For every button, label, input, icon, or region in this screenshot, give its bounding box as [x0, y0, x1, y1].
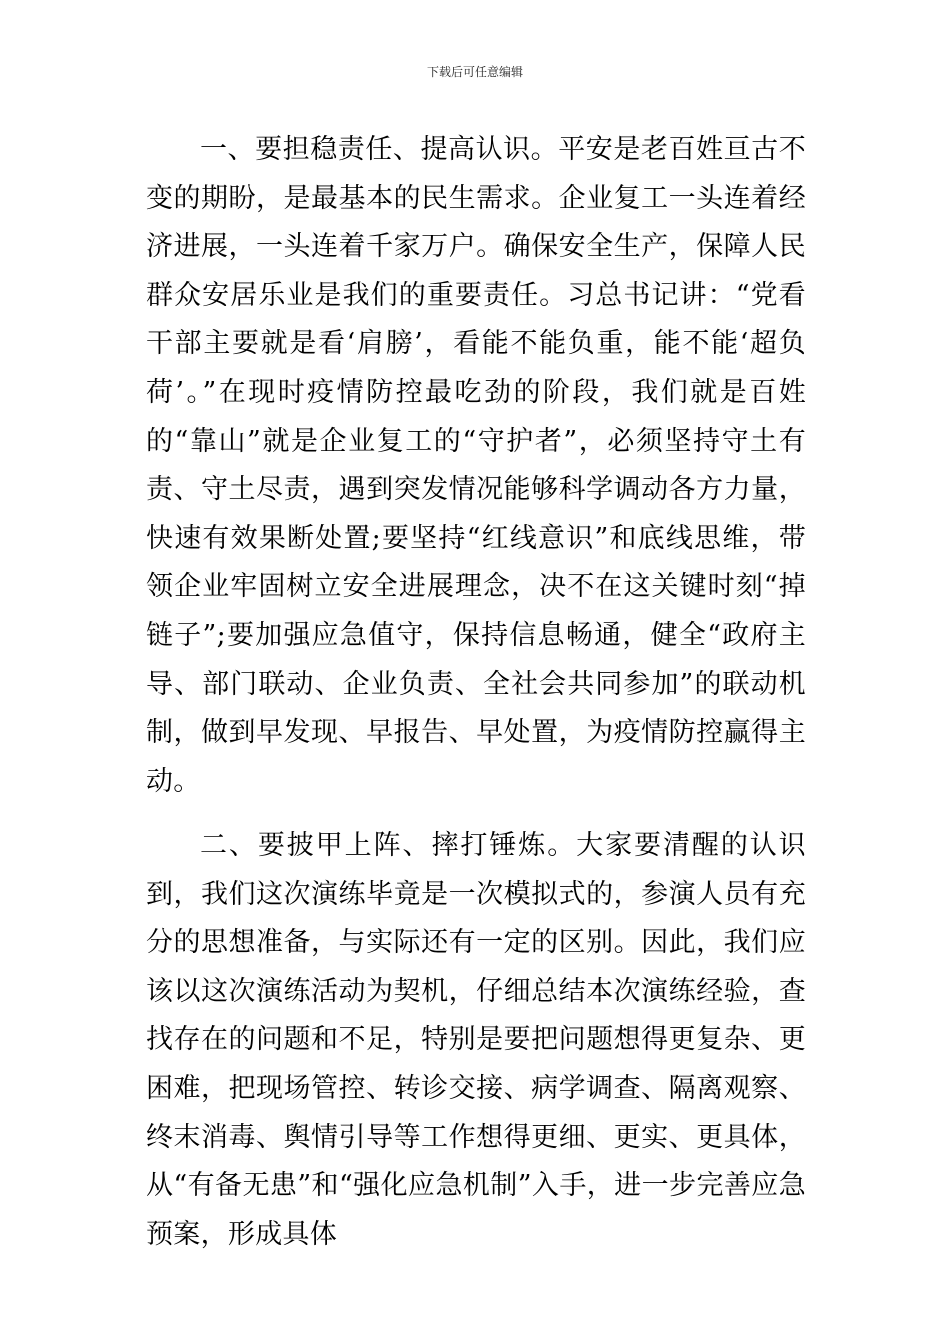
paragraph-2: 二、要披甲上阵、摔打锤炼。大家要清醒的认识到，我们这次演练毕竟是一次模拟式的，参演人员有充分的思想准备，与实际还有一定的区别。因此，我们应该以这次演练活动为契机，仔细总结本次演练经验，查找存在的问题和不足，特别是要把问题想得更复杂、更困难，把现场管控、转诊交接、病学调查、隔离观察、终末消毒、舆情引导等工作想得更细、更实、更具体，从“有备无患”和“强化应急机制”入手，进一步完善应急预案，形成具体 — [146, 830, 806, 1250]
page-header-note: 下载后可任意编辑 — [426, 65, 523, 79]
paragraph-1: 一、要担稳责任、提高认识。平安是老百姓亘古不变的期盼，是最基本的民生需求。企业复工一头连着经济进展，一头连着千家万户。确保安全生产，保障人民群众安居乐业是我们的重要责任。习总书记讲：“党看干部主要就是看‘肩膀’，看能不能负重，能不能‘超负荷’。”在现时疫情防控最吃劲的阶段，我们就是百姓的“靠山”就是企业复工的“守护者”，必须坚持守土有责、守土尽责，遇到突发情况能够科学调动各方力量，快速有效果断处置;要坚持“红线意识”和底线思维，带领企业牢固树立安全进展理念，决不在这关键时刻“掉链子”;要加强应急值守，保持信息畅通，健全“政府主导、部门联动、企业负责、全社会共同参加”的联动机制，做到早发现、早报告、早处置，为疫情防控赢得主动。 — [146, 134, 806, 797]
